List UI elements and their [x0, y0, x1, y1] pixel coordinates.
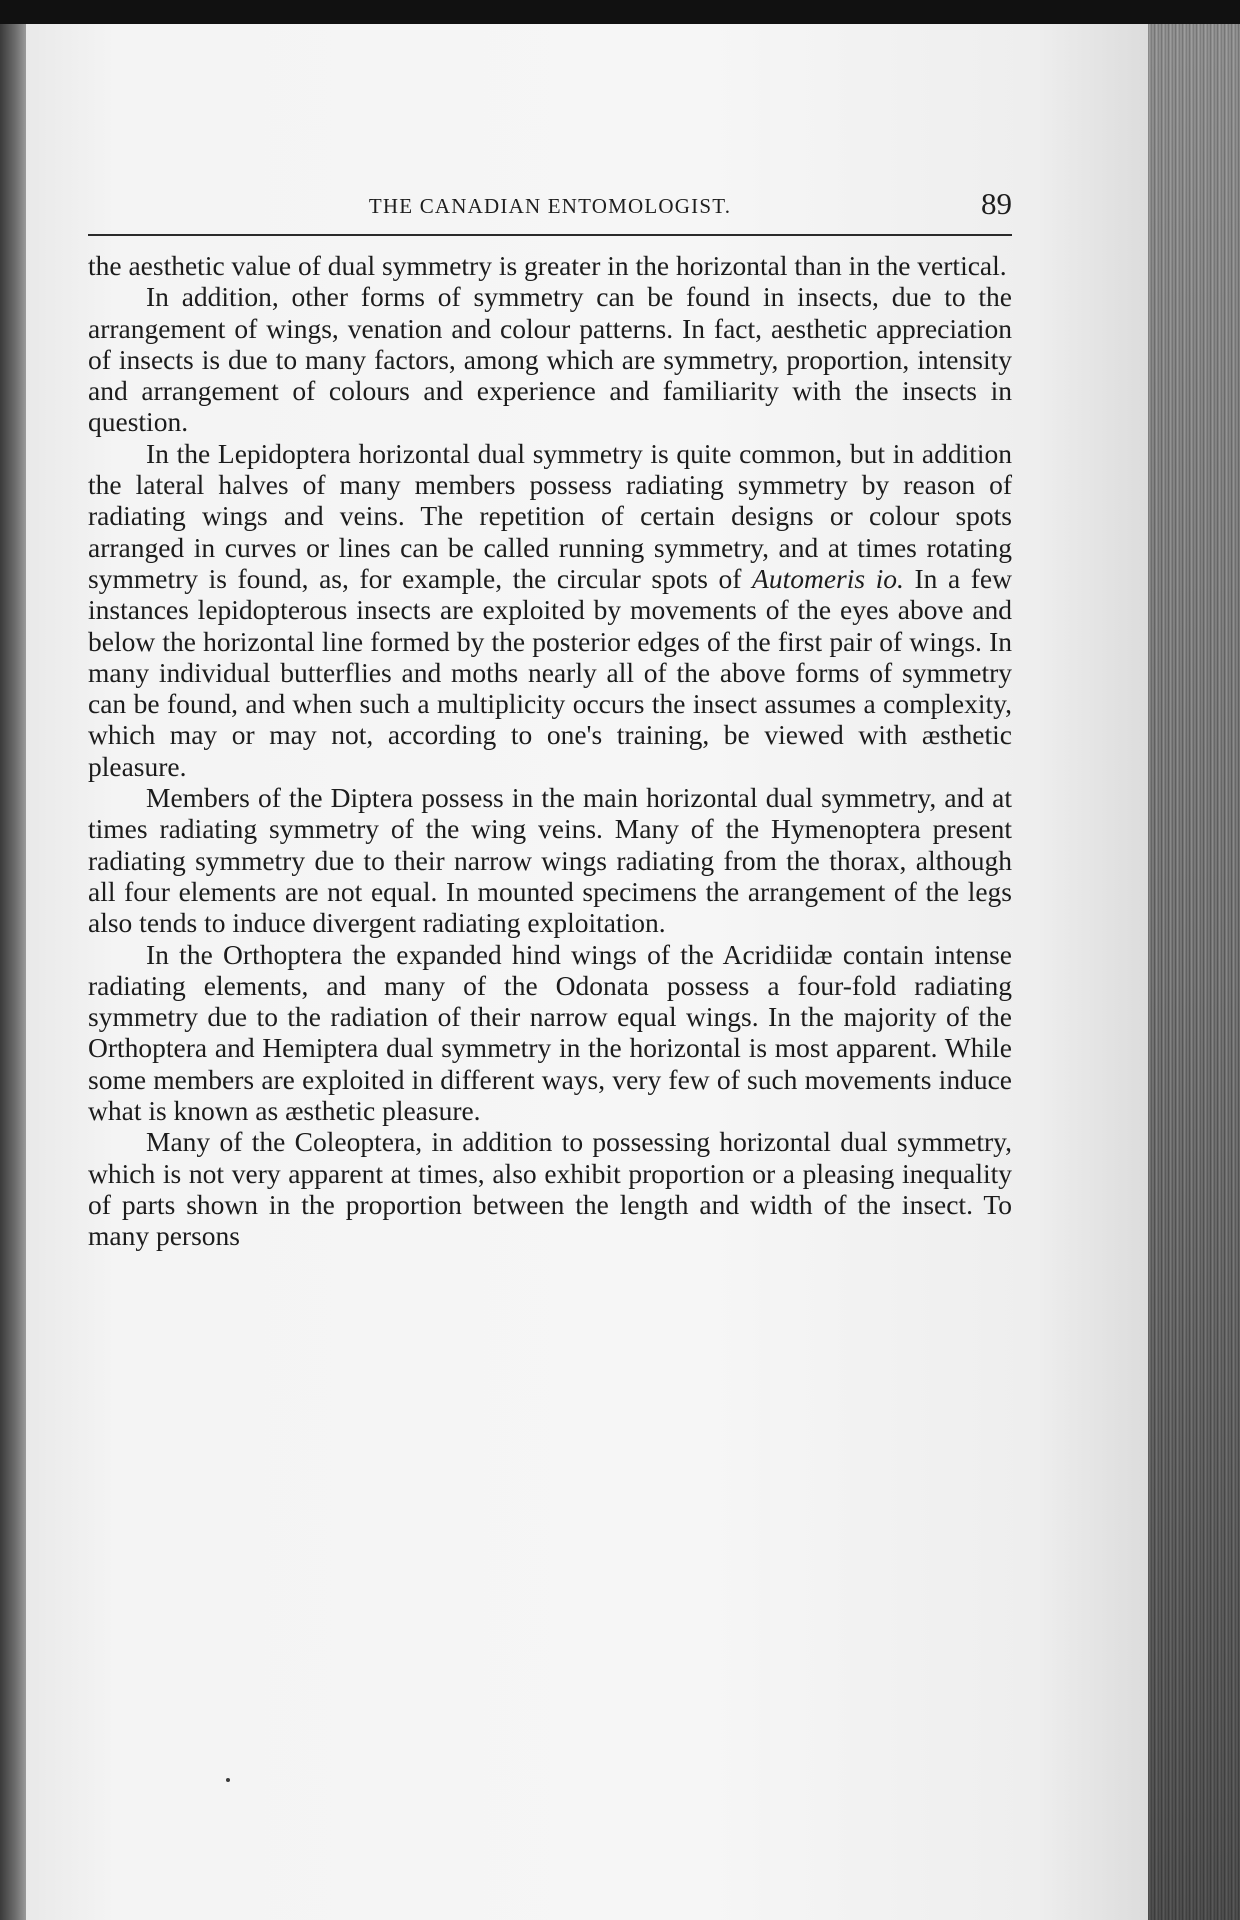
- ink-speck: [226, 1778, 230, 1782]
- paragraph-text: Members of the Diptera possess in the main horizontal dual symmetry, and at times radiating symmetry of the wing veins. Many of the Hymenoptera present radiating symmetry due to their narrow wings radiating from the thorax, although all four elements are not equal. In mounted specimens the arrangement of the legs also tends to induce divergent radiating exploitation.: [88, 782, 1012, 939]
- running-head: [88, 186, 1012, 226]
- paragraph-text: In a few instances lepidopterous insects are exploited by movements of the eyes above and below the horizontal line formed by the posterior edges of the first pair of wings. In many individual butterflies and moths nearly all of the above forms of symmetry can be found, and when such a multiplicity occurs the insect assumes a complexity, which may or may not, according to one's training, be viewed with æsthetic pleasure.: [88, 562, 1012, 782]
- paragraph-text: Many of the Coleoptera, in addition to possessing horizontal dual symmetry, which is not very apparent at times, also exhibit proportion or a pleasing inequality of parts shown in the proportion between the length and width of the insect. To many persons: [88, 1126, 1012, 1252]
- body-text: [88, 250, 1012, 1252]
- scan-left-border: [0, 24, 26, 1920]
- paragraph-text: In the Lepidoptera horizontal dual symmetry is quite common, but in addition the lateral halves of many members possess radiating symmetry by reason of radiating wings and veins. The repetition of certain designs or colour spots arranged in curves or lines can be called running symmetry, and at times rotating symmetry is found, as, for example, the circular spots of: [88, 437, 1012, 594]
- page-stack-edge: [1148, 24, 1240, 1920]
- paragraph: [88, 1126, 1012, 1251]
- paragraph: [88, 281, 1012, 437]
- paragraph: [88, 438, 1012, 782]
- paragraph-text: In addition, other forms of symmetry can be found in insects, due to the arrangement of wings, venation and colour patterns. In fact, aesthetic appreciation of insects is due to many factors, among which are symmetry, proportion, intensity and arrangement of colours and experience and familiarity with the insects in question.: [88, 281, 1012, 438]
- paragraph: [88, 939, 1012, 1127]
- species-name: Automeris io.: [752, 562, 904, 594]
- journal-title: THE CANADIAN ENTOMOLOGIST.: [368, 194, 732, 218]
- page-number: 89: [981, 186, 1012, 221]
- scan-top-border: [0, 0, 1240, 24]
- paragraph-text: the aesthetic value of dual symmetry is greater in the horizontal than in the vertical.: [88, 250, 1007, 281]
- paragraph: [88, 250, 1012, 281]
- header-rule: [88, 234, 1012, 236]
- paragraph: [88, 782, 1012, 938]
- paragraph-text: In the Orthoptera the expanded hind wings of the Acridiidæ contain intense radiating elements, and many of the Odonata possess a four-fold radiating symmetry due to the radiation of their narrow equal wings. In the majority of the Orthoptera and Hemiptera dual symmetry in the horizontal is most apparent. While some members are exploited in different ways, very few of such movements induce what is known as æsthetic pleasure.: [88, 938, 1012, 1127]
